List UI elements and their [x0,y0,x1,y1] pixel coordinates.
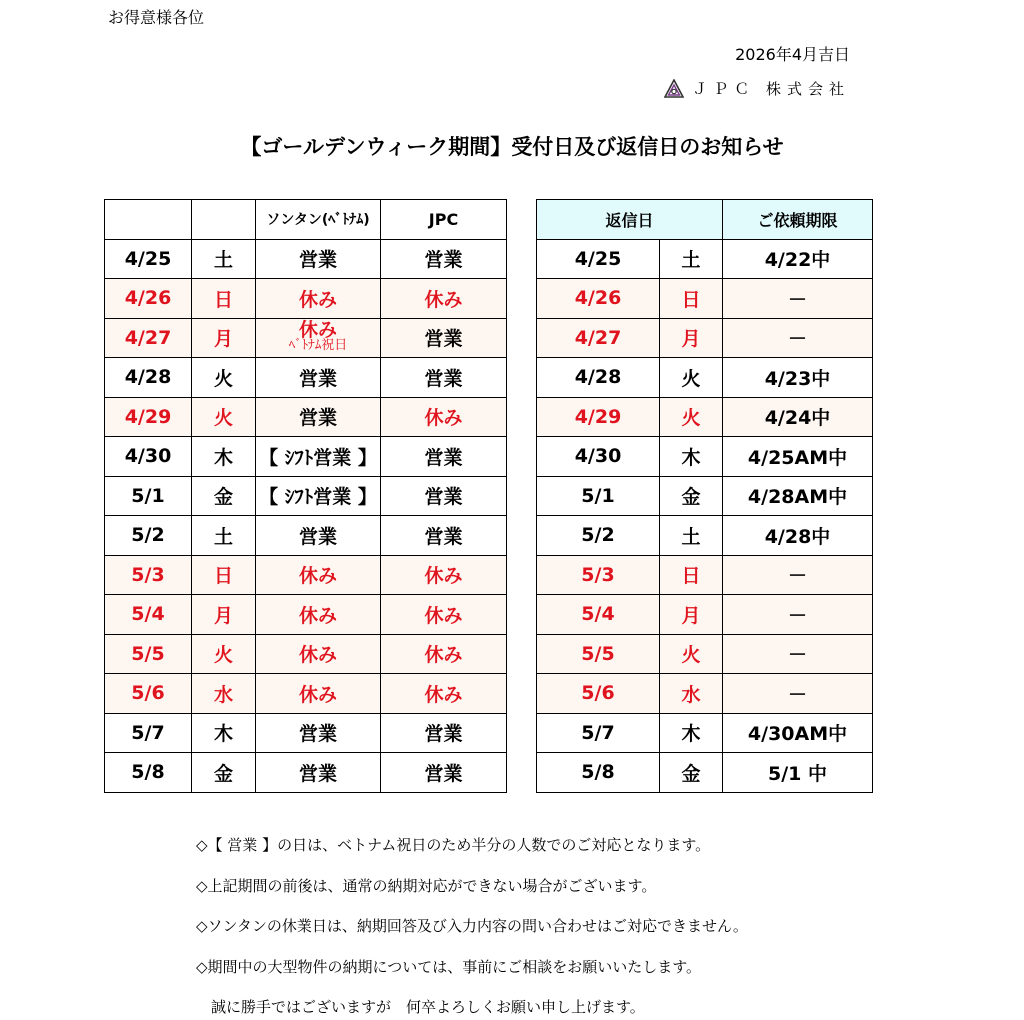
sontan-status-cell: 営業 [256,516,381,556]
header-reply-date: 返信日 [537,200,723,240]
jpc-status-cell: 休み [381,397,507,437]
table-row [105,358,507,398]
reply-weekday-cell: 土 [660,516,723,556]
page-title: 【ゴールデンウィーク期間】受付日及び返信日のお知らせ [240,135,784,159]
reply-date-cell: 5/2 [537,516,660,556]
date-cell: 4/26 [105,279,192,319]
reply-date-cell: 5/4 [537,595,660,635]
table-row [537,318,873,358]
triangle-logo-icon [664,79,684,99]
header-deadline: ご依頼期限 [723,200,873,240]
company-name: ＪＰＣ 株式会社 [692,80,850,98]
deadline-cell: 4/22中 [723,239,873,279]
table-row [537,713,873,753]
weekday-cell: 火 [192,397,256,437]
deadline-cell: － [723,279,873,319]
sontan-status-cell: 休み [256,674,381,714]
jpc-status-cell: 営業 [381,476,507,516]
reply-weekday-cell: 月 [660,595,723,635]
sontan-status-cell: 休み [256,279,381,319]
table-row [105,595,507,635]
date-cell: 5/1 [105,476,192,516]
header-date [105,200,192,240]
table-row [537,239,873,279]
table-row [105,713,507,753]
jpc-status-cell: 休み [381,674,507,714]
reply-weekday-cell: 金 [660,476,723,516]
weekday-cell: 火 [192,358,256,398]
date-cell: 4/29 [105,397,192,437]
header-day [192,200,256,240]
sontan-status-cell: 休み [256,634,381,674]
table-row [105,476,507,516]
reply-days-table [536,199,873,793]
sontan-status-cell: 休み [256,595,381,635]
reply-date-cell: 5/8 [537,753,660,793]
jpc-status-cell: 休み [381,279,507,319]
table-row [537,634,873,674]
date-cell: 4/27 [105,318,192,358]
date-cell: 4/30 [105,437,192,477]
deadline-cell: － [723,674,873,714]
jpc-status-cell: 営業 [381,437,507,477]
jpc-status-cell: 営業 [381,358,507,398]
table-row [537,358,873,398]
date-cell: 5/6 [105,674,192,714]
table-row [537,674,873,714]
company-block [664,78,850,99]
sontan-status-cell: 【 ｼﾌﾄ営業 】 [256,476,381,516]
date-cell: 5/5 [105,634,192,674]
header-jpc: JPC [381,200,507,240]
reply-date-cell: 4/25 [537,239,660,279]
note-item: ◇【 営業 】の日は、ベトナム祝日のため半分の人数でのご対応となります。 [196,836,711,854]
header-sontan: ソンタン(ﾍﾞﾄﾅﾑ) [256,200,381,240]
deadline-cell: 4/30AM中 [723,713,873,753]
deadline-cell: 4/24中 [723,397,873,437]
jpc-status-cell: 営業 [381,516,507,556]
note-item: ◇ソンタンの休業日は、納期回答及び入力内容の問い合わせはご対応できません。 [196,917,748,935]
table-row [537,279,873,319]
reply-date-cell: 4/26 [537,279,660,319]
sontan-status-cell: 営業 [256,753,381,793]
salutation: お得意様各位 [108,8,205,27]
table-row [537,397,873,437]
table-header-row [105,200,507,240]
table-row [105,555,507,595]
weekday-cell: 水 [192,674,256,714]
table-row [105,318,507,358]
table-header-row [537,200,873,240]
deadline-cell: － [723,555,873,595]
jpc-status-cell: 営業 [381,318,507,358]
sontan-status-cell: 【 ｼﾌﾄ営業 】 [256,437,381,477]
weekday-cell: 土 [192,516,256,556]
weekday-cell: 月 [192,595,256,635]
weekday-cell: 日 [192,279,256,319]
jpc-status-cell: 営業 [381,239,507,279]
table-row [537,516,873,556]
jpc-status-cell: 休み [381,555,507,595]
table-row [105,516,507,556]
reply-weekday-cell: 水 [660,674,723,714]
table-row [105,397,507,437]
table-row [537,437,873,477]
reply-weekday-cell: 土 [660,239,723,279]
reply-date-cell: 5/3 [537,555,660,595]
note-item: ◇期間中の大型物件の納期については、事前にご相談をお願いいたします。 [196,958,702,976]
business-days-table [104,199,507,793]
reply-weekday-cell: 火 [660,397,723,437]
reply-weekday-cell: 月 [660,318,723,358]
reply-weekday-cell: 日 [660,279,723,319]
reply-date-cell: 4/29 [537,397,660,437]
weekday-cell: 木 [192,437,256,477]
jpc-status-cell: 営業 [381,713,507,753]
table-row [105,437,507,477]
weekday-cell: 金 [192,476,256,516]
deadline-cell: 4/28AM中 [723,476,873,516]
reply-weekday-cell: 金 [660,753,723,793]
reply-weekday-cell: 火 [660,634,723,674]
reply-weekday-cell: 木 [660,713,723,753]
weekday-cell: 月 [192,318,256,358]
date-cell: 5/7 [105,713,192,753]
sontan-status-cell: 休み [256,555,381,595]
reply-date-cell: 4/28 [537,358,660,398]
sontan-status-cell: 営業 [256,239,381,279]
reply-date-cell: 4/30 [537,437,660,477]
reply-date-cell: 5/6 [537,674,660,714]
note-item: ◇上記期間の前後は、通常の納期対応ができない場合がございます。 [196,877,657,895]
reply-weekday-cell: 火 [660,358,723,398]
deadline-cell: － [723,634,873,674]
jpc-status-cell: 営業 [381,753,507,793]
sontan-status-cell [256,318,381,358]
deadline-cell: 5/1 中 [723,753,873,793]
date-cell: 4/28 [105,358,192,398]
table-row [105,239,507,279]
closing-remark: 誠に勝手ではございますが 何卒よろしくお願い申し上げます。 [196,998,645,1016]
jpc-status-cell: 休み [381,634,507,674]
table-row [537,595,873,635]
weekday-cell: 日 [192,555,256,595]
reply-date-cell: 4/27 [537,318,660,358]
table-row [537,753,873,793]
table-row [537,476,873,516]
table-row [105,279,507,319]
sontan-status-cell: 営業 [256,358,381,398]
deadline-cell: 4/28中 [723,516,873,556]
date-cell: 5/2 [105,516,192,556]
table-row [105,634,507,674]
issue-date: 2026年4月吉日 [735,45,850,64]
weekday-cell: 土 [192,239,256,279]
weekday-cell: 金 [192,753,256,793]
deadline-cell: － [723,595,873,635]
reply-date-cell: 5/7 [537,713,660,753]
sontan-status-cell: 営業 [256,713,381,753]
jpc-status-cell: 休み [381,595,507,635]
table-row [537,555,873,595]
sontan-status-cell: 営業 [256,397,381,437]
deadline-cell: 4/25AM中 [723,437,873,477]
sontan-note: ﾍﾞﾄﾅﾑ祝日 [288,337,348,353]
reply-weekday-cell: 日 [660,555,723,595]
weekday-cell: 木 [192,713,256,753]
table-row [105,674,507,714]
deadline-cell: 4/23中 [723,358,873,398]
date-cell: 5/3 [105,555,192,595]
reply-weekday-cell: 木 [660,437,723,477]
reply-date-cell: 5/5 [537,634,660,674]
sontan-status: 休み [298,318,337,341]
table-row [105,753,507,793]
date-cell: 5/8 [105,753,192,793]
weekday-cell: 火 [192,634,256,674]
date-cell: 5/4 [105,595,192,635]
reply-date-cell: 5/1 [537,476,660,516]
date-cell: 4/25 [105,239,192,279]
deadline-cell: － [723,318,873,358]
